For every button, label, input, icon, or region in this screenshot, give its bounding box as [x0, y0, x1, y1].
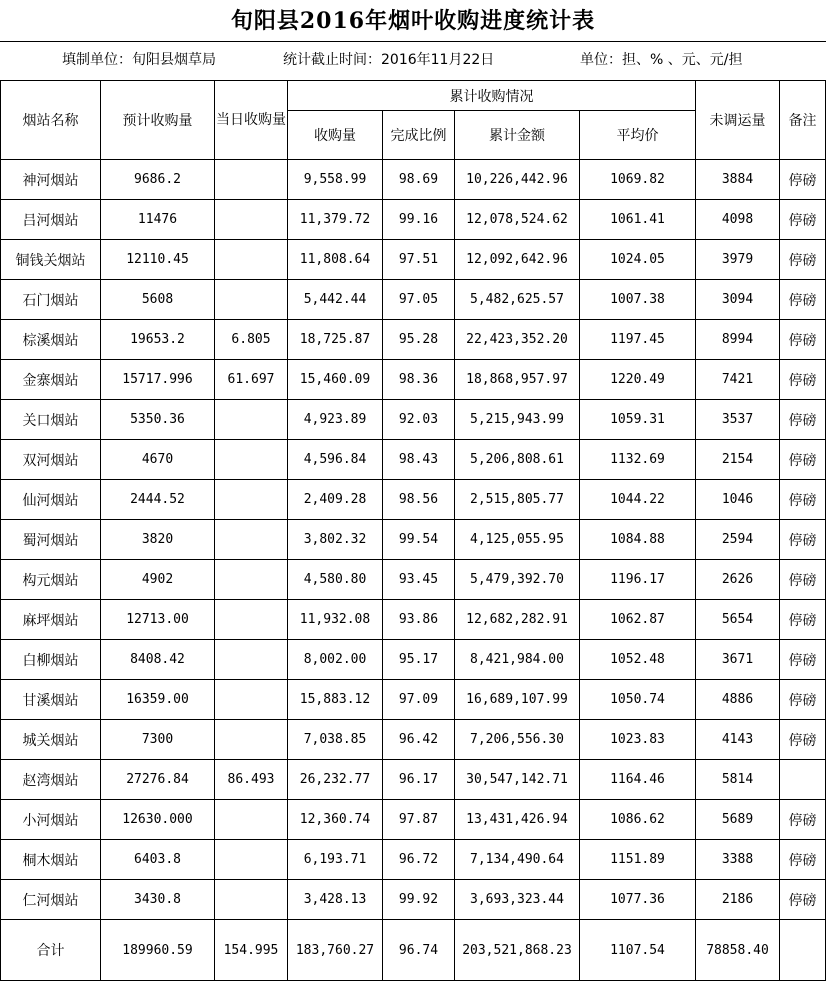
cell-station: 棕溪烟站	[1, 320, 101, 360]
cell-planned: 15717.996	[101, 360, 215, 400]
cell-today	[215, 680, 288, 720]
cell-avg-price: 1151.89	[580, 840, 696, 880]
cell-planned: 5608	[101, 280, 215, 320]
header-station: 烟站名称	[1, 81, 101, 160]
cell-today	[215, 880, 288, 920]
title-divider	[0, 41, 826, 42]
cell-today	[215, 240, 288, 280]
header-untransported: 未调运量	[696, 81, 780, 160]
cell-avg-price: 1220.49	[580, 360, 696, 400]
cell-planned: 2444.52	[101, 480, 215, 520]
cell-avg-price: 1023.83	[580, 720, 696, 760]
cell-remark: 停磅	[780, 880, 826, 920]
cell-amount: 5,206,808.61	[455, 440, 580, 480]
table-row	[1, 560, 826, 600]
cell-station: 城关烟站	[1, 720, 101, 760]
table-row	[1, 680, 826, 720]
cell-qty: 5,442.44	[288, 280, 383, 320]
cell-avg-price: 1084.88	[580, 520, 696, 560]
cell-qty: 11,932.08	[288, 600, 383, 640]
table-row	[1, 160, 826, 200]
cell-station: 麻坪烟站	[1, 600, 101, 640]
total-label: 合计	[1, 920, 101, 981]
cell-station: 石门烟站	[1, 280, 101, 320]
cell-station: 神河烟站	[1, 160, 101, 200]
cell-amount: 10,226,442.96	[455, 160, 580, 200]
cell-station: 仁河烟站	[1, 880, 101, 920]
cell-avg-price: 1069.82	[580, 160, 696, 200]
cell-planned: 12713.00	[101, 600, 215, 640]
cell-avg-price: 1059.31	[580, 400, 696, 440]
cell-planned: 12110.45	[101, 240, 215, 280]
cell-station: 构元烟站	[1, 560, 101, 600]
cell-avg-price: 1052.48	[580, 640, 696, 680]
cell-planned: 12630.000	[101, 800, 215, 840]
cell-today	[215, 520, 288, 560]
table-row	[1, 240, 826, 280]
cell-today	[215, 280, 288, 320]
cell-remark: 停磅	[780, 800, 826, 840]
cell-untransported: 8994	[696, 320, 780, 360]
table-row	[1, 880, 826, 920]
table-row	[1, 400, 826, 440]
cell-today	[215, 720, 288, 760]
cell-remark: 停磅	[780, 320, 826, 360]
cell-untransported: 2594	[696, 520, 780, 560]
cell-untransported: 5689	[696, 800, 780, 840]
total-ratio: 96.74	[383, 920, 455, 981]
cell-today: 61.697	[215, 360, 288, 400]
cell-ratio: 93.45	[383, 560, 455, 600]
header-planned: 预计收购量	[101, 81, 215, 160]
cell-qty: 11,808.64	[288, 240, 383, 280]
cell-remark: 停磅	[780, 640, 826, 680]
cell-qty: 4,596.84	[288, 440, 383, 480]
cell-qty: 3,802.32	[288, 520, 383, 560]
cell-remark: 停磅	[780, 280, 826, 320]
cell-qty: 3,428.13	[288, 880, 383, 920]
cell-ratio: 98.69	[383, 160, 455, 200]
header-qty: 收购量	[288, 111, 383, 160]
cell-ratio: 98.36	[383, 360, 455, 400]
cell-amount: 7,134,490.64	[455, 840, 580, 880]
cell-planned: 9686.2	[101, 160, 215, 200]
table-row	[1, 840, 826, 880]
cell-remark: 停磅	[780, 680, 826, 720]
cell-untransported: 2154	[696, 440, 780, 480]
cell-station: 仙河烟站	[1, 480, 101, 520]
cell-station: 蜀河烟站	[1, 520, 101, 560]
cell-untransported: 5654	[696, 600, 780, 640]
cell-planned: 5350.36	[101, 400, 215, 440]
cell-ratio: 99.54	[383, 520, 455, 560]
cell-untransported: 3884	[696, 160, 780, 200]
cell-qty: 6,193.71	[288, 840, 383, 880]
table-row	[1, 640, 826, 680]
cell-qty: 4,580.80	[288, 560, 383, 600]
cell-planned: 27276.84	[101, 760, 215, 800]
cell-station: 金寨烟站	[1, 360, 101, 400]
total-remark	[780, 920, 826, 981]
cell-avg-price: 1077.36	[580, 880, 696, 920]
cell-planned: 7300	[101, 720, 215, 760]
cell-remark: 停磅	[780, 400, 826, 440]
cell-planned: 16359.00	[101, 680, 215, 720]
cell-qty: 15,460.09	[288, 360, 383, 400]
cell-station: 桐木烟站	[1, 840, 101, 880]
header-cumulative: 累计收购情况	[288, 81, 696, 111]
header-amount: 累计金额	[455, 111, 580, 160]
total-row	[1, 920, 826, 981]
cell-today	[215, 600, 288, 640]
cell-avg-price: 1132.69	[580, 440, 696, 480]
cell-station: 吕河烟站	[1, 200, 101, 240]
cell-qty: 26,232.77	[288, 760, 383, 800]
cell-amount: 5,479,392.70	[455, 560, 580, 600]
cell-ratio: 97.09	[383, 680, 455, 720]
cell-ratio: 97.87	[383, 800, 455, 840]
table-row	[1, 520, 826, 560]
cell-untransported: 3388	[696, 840, 780, 880]
cell-avg-price: 1197.45	[580, 320, 696, 360]
table-row	[1, 360, 826, 400]
cell-planned: 4902	[101, 560, 215, 600]
header-today: 当日收购量	[215, 81, 288, 160]
cell-today	[215, 400, 288, 440]
cell-amount: 4,125,055.95	[455, 520, 580, 560]
cell-untransported: 4143	[696, 720, 780, 760]
cell-ratio: 98.56	[383, 480, 455, 520]
cell-remark: 停磅	[780, 600, 826, 640]
cell-ratio: 96.72	[383, 840, 455, 880]
cell-qty: 4,923.89	[288, 400, 383, 440]
cell-remark	[780, 760, 826, 800]
cell-remark: 停磅	[780, 440, 826, 480]
cell-ratio: 96.17	[383, 760, 455, 800]
cell-avg-price: 1196.17	[580, 560, 696, 600]
cell-amount: 18,868,957.97	[455, 360, 580, 400]
cell-remark: 停磅	[780, 560, 826, 600]
cell-avg-price: 1044.22	[580, 480, 696, 520]
table-row	[1, 480, 826, 520]
cell-amount: 12,078,524.62	[455, 200, 580, 240]
cell-planned: 4670	[101, 440, 215, 480]
cell-untransported: 1046	[696, 480, 780, 520]
cell-planned: 8408.42	[101, 640, 215, 680]
cell-amount: 5,215,943.99	[455, 400, 580, 440]
total-today: 154.995	[215, 920, 288, 981]
cell-today: 86.493	[215, 760, 288, 800]
cell-today	[215, 160, 288, 200]
page-title: 旬阳县2016年烟叶收购进度统计表	[230, 8, 596, 34]
cell-station: 双河烟站	[1, 440, 101, 480]
cell-untransported: 2626	[696, 560, 780, 600]
total-qty: 183,760.27	[288, 920, 383, 981]
cell-untransported: 4886	[696, 680, 780, 720]
cell-amount: 5,482,625.57	[455, 280, 580, 320]
cell-avg-price: 1164.46	[580, 760, 696, 800]
table-row	[1, 280, 826, 320]
total-amount: 203,521,868.23	[455, 920, 580, 981]
cell-untransported: 2186	[696, 880, 780, 920]
cell-station: 甘溪烟站	[1, 680, 101, 720]
cell-untransported: 5814	[696, 760, 780, 800]
cell-today: 6.805	[215, 320, 288, 360]
cell-ratio: 96.42	[383, 720, 455, 760]
cell-planned: 19653.2	[101, 320, 215, 360]
cell-station: 铜钱关烟站	[1, 240, 101, 280]
cell-station: 关口烟站	[1, 400, 101, 440]
cell-ratio: 95.28	[383, 320, 455, 360]
cell-amount: 3,693,323.44	[455, 880, 580, 920]
cell-today	[215, 640, 288, 680]
cell-amount: 2,515,805.77	[455, 480, 580, 520]
cell-amount: 8,421,984.00	[455, 640, 580, 680]
cell-station: 赵湾烟站	[1, 760, 101, 800]
table-row	[1, 200, 826, 240]
cell-amount: 16,689,107.99	[455, 680, 580, 720]
cell-today	[215, 440, 288, 480]
cell-today	[215, 800, 288, 840]
cell-avg-price: 1062.87	[580, 600, 696, 640]
cell-amount: 12,682,282.91	[455, 600, 580, 640]
cell-remark: 停磅	[780, 480, 826, 520]
cell-untransported: 3671	[696, 640, 780, 680]
table-row	[1, 720, 826, 760]
cell-today	[215, 840, 288, 880]
cell-today	[215, 560, 288, 600]
cell-station: 小河烟站	[1, 800, 101, 840]
cell-planned: 11476	[101, 200, 215, 240]
cell-planned: 3820	[101, 520, 215, 560]
cell-remark: 停磅	[780, 200, 826, 240]
cell-remark: 停磅	[780, 360, 826, 400]
cell-ratio: 99.92	[383, 880, 455, 920]
total-planned: 189960.59	[101, 920, 215, 981]
table-row	[1, 800, 826, 840]
cell-remark: 停磅	[780, 840, 826, 880]
cell-avg-price: 1007.38	[580, 280, 696, 320]
cell-ratio: 98.43	[383, 440, 455, 480]
cell-ratio: 97.05	[383, 280, 455, 320]
cell-untransported: 3537	[696, 400, 780, 440]
cell-untransported: 3094	[696, 280, 780, 320]
header-avg-price: 平均价	[580, 111, 696, 160]
cell-ratio: 92.03	[383, 400, 455, 440]
total-untransported: 78858.40	[696, 920, 780, 981]
cell-remark: 停磅	[780, 720, 826, 760]
cell-qty: 15,883.12	[288, 680, 383, 720]
cell-remark: 停磅	[780, 520, 826, 560]
cell-untransported: 4098	[696, 200, 780, 240]
cell-amount: 13,431,426.94	[455, 800, 580, 840]
cell-qty: 8,002.00	[288, 640, 383, 680]
cell-ratio: 97.51	[383, 240, 455, 280]
cell-avg-price: 1050.74	[580, 680, 696, 720]
cell-untransported: 3979	[696, 240, 780, 280]
cell-amount: 7,206,556.30	[455, 720, 580, 760]
cell-qty: 11,379.72	[288, 200, 383, 240]
cell-planned: 6403.8	[101, 840, 215, 880]
cell-ratio: 93.86	[383, 600, 455, 640]
statistics-deadline: 统计截止时间：2016年11月22日	[283, 52, 495, 68]
units-note: 单位：担、% 、元、元/担	[580, 52, 743, 68]
cell-qty: 7,038.85	[288, 720, 383, 760]
cell-untransported: 7421	[696, 360, 780, 400]
cell-remark: 停磅	[780, 240, 826, 280]
table-row	[1, 320, 826, 360]
cell-ratio: 95.17	[383, 640, 455, 680]
cell-qty: 18,725.87	[288, 320, 383, 360]
cell-station: 白柳烟站	[1, 640, 101, 680]
cell-qty: 2,409.28	[288, 480, 383, 520]
cell-amount: 30,547,142.71	[455, 760, 580, 800]
table-row	[1, 760, 826, 800]
cell-today	[215, 200, 288, 240]
cell-remark: 停磅	[780, 160, 826, 200]
cell-today	[215, 480, 288, 520]
header-remark: 备注	[780, 81, 826, 160]
cell-avg-price: 1061.41	[580, 200, 696, 240]
cell-qty: 9,558.99	[288, 160, 383, 200]
filing-unit: 填制单位：旬阳县烟草局	[62, 52, 216, 68]
cell-amount: 22,423,352.20	[455, 320, 580, 360]
cell-avg-price: 1086.62	[580, 800, 696, 840]
cell-qty: 12,360.74	[288, 800, 383, 840]
table-row	[1, 440, 826, 480]
cell-amount: 12,092,642.96	[455, 240, 580, 280]
cell-ratio: 99.16	[383, 200, 455, 240]
cell-avg-price: 1024.05	[580, 240, 696, 280]
purchase-progress-table	[0, 80, 826, 981]
table-row	[1, 600, 826, 640]
header-ratio: 完成比例	[383, 111, 455, 160]
cell-planned: 3430.8	[101, 880, 215, 920]
total-avg-price: 1107.54	[580, 920, 696, 981]
